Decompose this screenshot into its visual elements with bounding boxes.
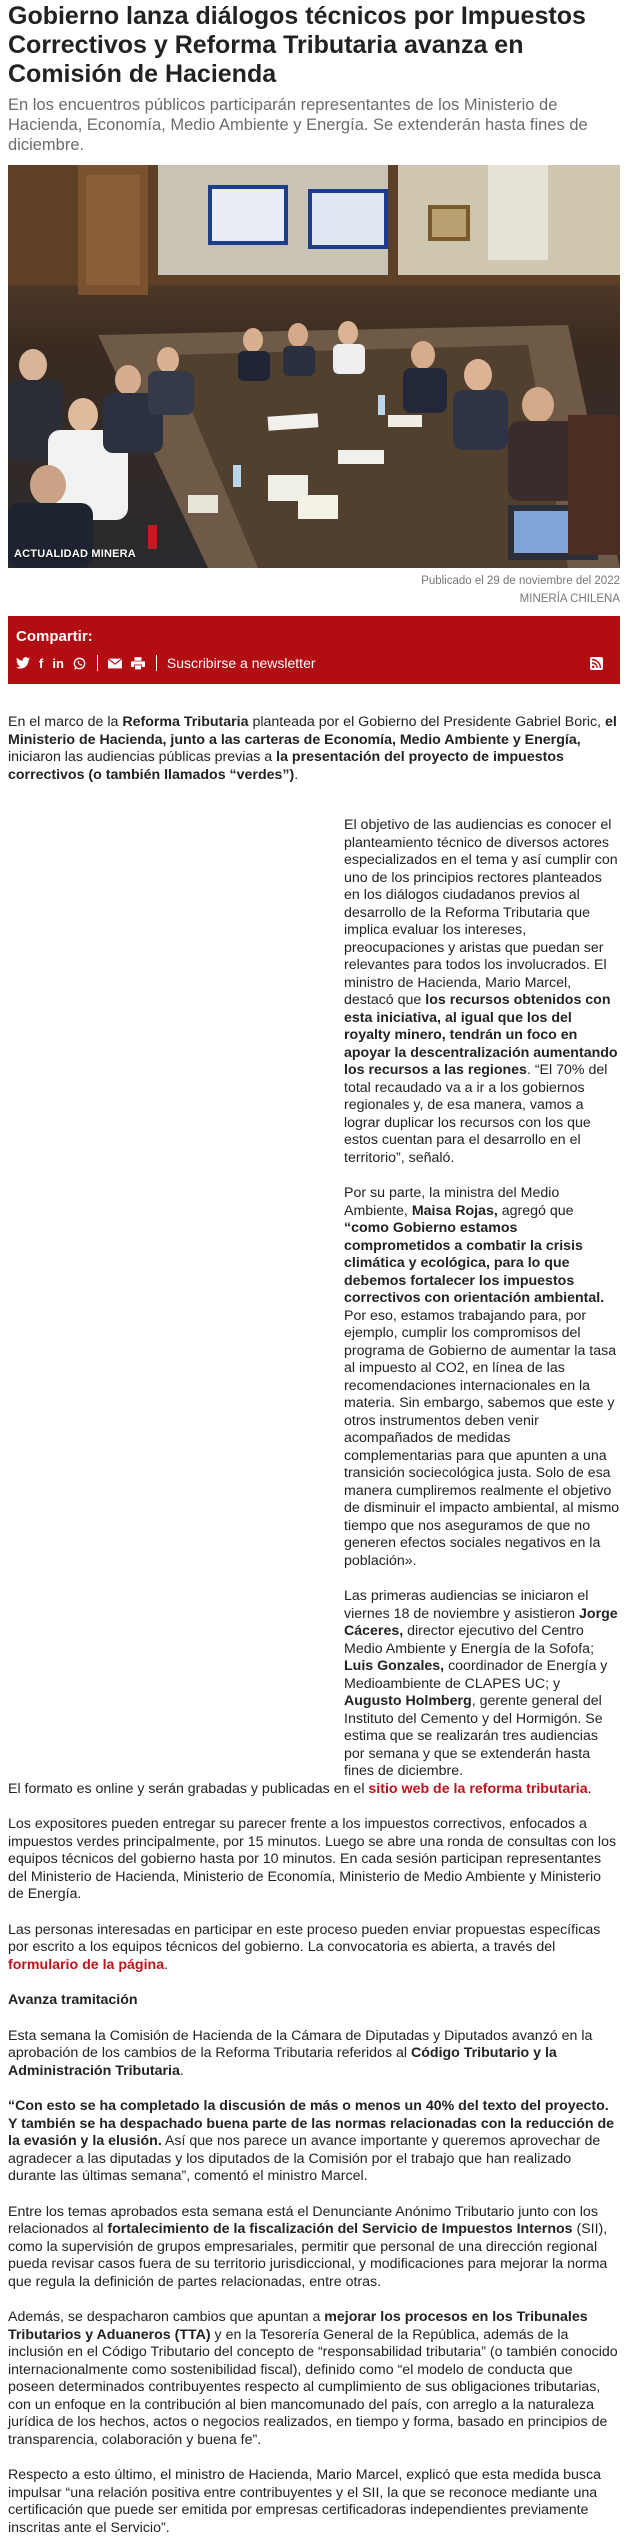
facebook-icon[interactable]: f <box>39 655 44 671</box>
paragraph: El formato es online y serán grabadas y publicadas en el sitio web de la reforma tributaria. <box>8 1780 592 1797</box>
paragraph: Las primeras audiencias se iniciaron el viernes 18 de noviembre y asistieron Jorge Cáceres, director ejecutivo del Centro Medio Ambiente y Energía de la Sofofa; Luis Gonzales, coordinador de Energía y Medioambiente de CLAPES UC; y Augusto Holmberg, gerente general del Instituto del Cemento y del Hormigón. Se estima que se realizarán tres audiencias por semana y que se extenderán hasta fines de diciembre. <box>344 1588 618 1779</box>
share-title: Compartir: <box>16 628 93 645</box>
paragraph: Esta semana la Comisión de Hacienda de la Cámara de Diputadas y Diputados avanzó en la aprobación de los cambios de la Reforma Tributaria referidos al Código Tributario y la Administración Tributaria. <box>8 2027 593 2079</box>
print-icon[interactable] <box>131 654 145 672</box>
email-icon[interactable] <box>108 654 122 672</box>
paragraph: Las personas interesadas en participar en este proceso pueden enviar propuestas específicas por escrito a los equipos técnicos del gobierno. La convocatoria es abierta, a través del formulario de la página. <box>8 1921 601 1973</box>
article-byline <box>8 572 620 608</box>
linkedin-icon[interactable]: in <box>52 655 64 671</box>
paragraph: “Con esto se ha completado la discusión de más o menos un 40% del texto del proyecto. Y también se ha despachado buena parte de las normas relacionadas con la reducción de la evasión y la elusión. Así que nos parece un avance importante y queremos aprovechar de agradecer a las diputadas y los diputados de la Comisión por el trabajo que han realizado durante las últimas semana”, comentó el ministro Marcel. <box>8 2098 615 2184</box>
paragraph: El objetivo de las audiencias es conocer el planteamiento técnico de diversos actores especializados en el tema y así cumplir con uno de los principios rectores planteados en los diálogos ciudadanos previos al desarrollo de la Reforma Tributaria que implica evaluar los intereses, preocupaciones y aristas que puedan ser relevantes para todos los involucrados. El ministro de Hacienda, Mario Marcel, destacó que los recursos obtenidos con esta iniciativa, al igual que los del royalty minero, tendrán un foco en apoyar la descentralización aumentando los recursos a las regiones. “El 70% del total recaudado va a ir a los gobiernos regionales y, de esa manera, vamos a lograr duplicar los recursos con los que estos cuentan para el desarrollo en el territorio”, señaló. <box>344 817 618 1166</box>
paragraph: Por su parte, la ministra del Medio Ambiente, Maisa Rojas, agregó que “como Gobierno estamos comprometidos a combatir la crisis climática y ecológica, para lo que debemos fortalecer los impuestos correctivos con orientación ambiental. Por eso, estamos trabajando para, por ejemplo, cumplir los compromisos del programa de Gobierno de aumentar la tasa al impuesto al CO2, en línea de las recomendaciones internacionales en la materia. Sin embargo, sabemos que este y otros instrumentos deben venir acompañados de medidas complementarias para que apunten a una transición sociecológica justa. Solo de esa manera cumpliremos realmente el objetivo de disminuir el impacto ambiental, al mismo tiempo que nos aseguramos de que no generen efectos sociales negativos en la población». <box>344 1185 620 1569</box>
share-toolbar <box>16 654 612 672</box>
share-box <box>8 616 620 684</box>
section-heading: Avanza tramitación <box>8 1992 138 2008</box>
newsletter-link[interactable]: Suscribirse a newsletter <box>166 655 316 671</box>
paragraph: Además, se despacharon cambios que apuntan a mejorar los procesos en los Tribunales Tributarios y Aduaneros (TTA) y en la Tesorería General de la República, además de la inclusión en el Código Tributario del concepto de “responsabilidad tributaria” (o también conocido internacionalmente como sostenibilidad fiscal), definido como “el modelo de conducta que poseen determinados contribuyentes respecto al cumplimiento de sus obligaciones tributarias, con un enfoque en la contribución al bien mancomunado del país, con arreglo a la naturaleza jurídica de los hechos, actos o negocios realizados, en tiempo y forma, basado en principios de transparencia, colaboración y buena fe”. <box>8 2309 618 2448</box>
share-separator <box>156 655 157 671</box>
article-subtitle: En los encuentros públicos participarán representantes de los Ministerio de Hacienda, Economía, Medio Ambiente y Energía. Se extenderán hasta fines de diciembre. <box>8 96 588 154</box>
twitter-icon[interactable] <box>16 654 30 672</box>
source-name: MINERÍA CHILENA <box>519 593 620 605</box>
meeting-room-illustration <box>8 165 620 568</box>
reform-website-link[interactable]: sitio web de la reforma tributaria <box>368 1780 588 1797</box>
right-column-text <box>344 817 620 1781</box>
publish-date: Publicado el 29 de noviembre del 2022 <box>421 575 620 587</box>
article-body <box>8 714 620 2537</box>
photo-credit-badge: ACTUALIDAD MINERA <box>14 548 136 560</box>
article-photo <box>8 165 620 568</box>
paragraph: Respecto a esto último, el ministro de Hacienda, Mario Marcel, explicó que esta medida busca impulsar “una relación positiva entre contribuyentes y el SII, la que se reconoce mediante una certificación que puede ser emitida por empresas certificadoras independientes previamente inscritas ante el Servicio”. <box>8 2467 602 2536</box>
paragraph: Los expositores pueden entregar su parecer frente a los impuestos correctivos, enfocados a impuestos verdes principalmente, por 15 minutos. Luego se abre una ronda de consultas con los equipos técnicos del gobierno hasta por 10 minutos. En cada sesión participan representantes del Ministerio de Hacienda, Ministerio de Economía, Ministerio de Medio Ambiente y Ministerio de Energía. <box>8 1816 617 1902</box>
share-separator <box>97 655 98 671</box>
rss-icon[interactable] <box>590 654 603 672</box>
form-link[interactable]: formulario de la página <box>8 1956 165 1973</box>
whatsapp-icon[interactable] <box>73 654 86 672</box>
paragraph: En el marco de la Reforma Tributaria planteada por el Gobierno del Presidente Gabriel Boric, el Ministerio de Hacienda, junto a las carteras de Economía, Medio Ambiente y Energía, iniciaron las audiencias públicas previas a la presentación del proyecto de impuestos correctivos (o también llamados “verdes”). <box>8 714 617 783</box>
article-title: Gobierno lanza diálogos técnicos por Impuestos Correctivos y Reforma Tributaria avanza en Comisión de Hacienda <box>8 2 586 88</box>
paragraph: Entre los temas aprobados esta semana está el Denunciante Anónimo Tributario junto con los relacionados al fortalecimiento de la fiscalización del Servicio de Impuestos Internos (SII), como la supervisión de grupos empresariales, permitir que personal de una dirección regional pueda revisar casos fuera de su territorio jurisdiccional, y modificaciones para mejorar la norma que regula la definición de partes relacionadas, entre otras. <box>8 2203 608 2290</box>
